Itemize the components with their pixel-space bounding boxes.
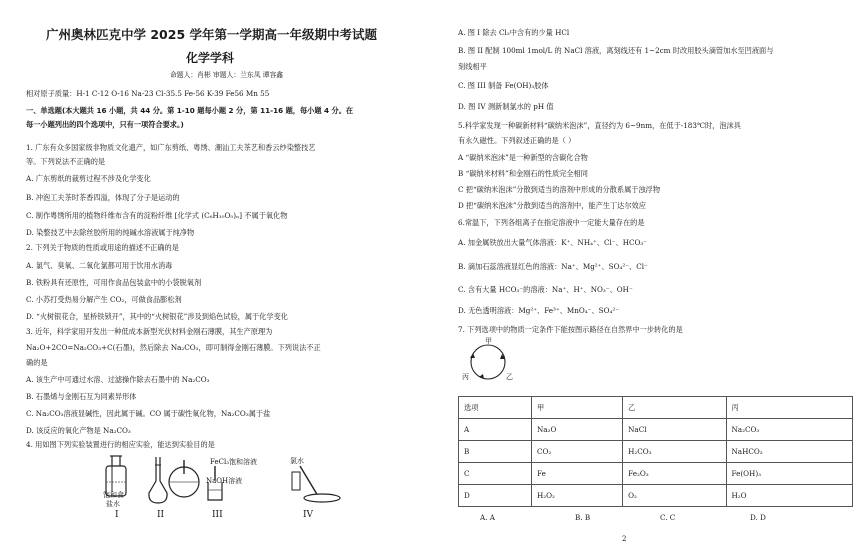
q2-option-b: B. 铁粉具有还原性，可用作食品包装盒中的小袋脱氧剂 xyxy=(26,278,202,287)
q4-option-a: A. 图 I 除去 Cl₂中含有的少量 HCl xyxy=(458,28,570,37)
q2-stem: 2. 下列关于物质的性质或用途的描述不正确的是 xyxy=(26,243,179,252)
q4-stem: 4. 用如图下列实验装置进行的相应实验，能达到实验目的是 xyxy=(26,440,215,449)
figure-label-2: II xyxy=(157,510,165,520)
table-cell: O₂ xyxy=(623,485,726,507)
q6-option-b: B. 滴加石蕊溶液显红色的溶液：Na⁺、Mg²⁺、SO₄²⁻、Cl⁻ xyxy=(458,262,648,271)
label-saturated-salt: 饱和食 xyxy=(103,491,124,499)
q3-option-d: D. 该反应的氧化产物是 Na₂CO₃ xyxy=(26,426,131,435)
table-cell: H₂O xyxy=(726,485,852,507)
q3-stem-cont2: 确的是 xyxy=(26,358,48,367)
q1-stem-cont: 等。下列说法不正确的是 xyxy=(26,157,106,166)
q2-option-d: D. “火树银花合，星桥铁锁开”，其中的“火树银花”涉及到焰色试验，属于化学变化 xyxy=(26,312,288,321)
options-table xyxy=(458,396,853,507)
table-cell: NaCl xyxy=(623,419,726,441)
atomic-masses: 相对原子质量：H-1 C-12 O-16 Na-23 Cl-35.5 Fe-56 K-39 Fe56 Mn 55 xyxy=(26,89,270,98)
table-cell: Fe xyxy=(532,463,623,485)
q4-option-b-cont: 刻线相平 xyxy=(458,62,487,71)
table-cell: H₂CO₃ xyxy=(623,441,726,463)
exam-title: 广州奥林匹克中学 2025 学年第一学期高一年级期中考试题 xyxy=(46,27,377,42)
q7-answer-a: A. A xyxy=(480,513,495,522)
q5-stem: 5.科学家发现一种碳新材料“碳纳米泡沫”，直径约为 6~9nm，在低于-183℃时，泡沫具 xyxy=(458,121,741,130)
table-cell: Fe₂O₃ xyxy=(623,463,726,485)
table-header-cell: 乙 xyxy=(623,397,726,419)
q5-option-c: C 把“碳纳米泡沫”分散到适当的溶剂中形成的分散系属于浊浮物 xyxy=(458,185,661,194)
table-header-cell: 丙 xyxy=(726,397,852,419)
q6-stem: 6.常温下，下列各组离子在指定溶液中一定能大量存在的是 xyxy=(458,218,645,227)
q1-option-a: A. 广东剪纸的裁剪过程不涉及化学变化 xyxy=(26,174,151,183)
q4-option-d: D. 图 IV 测新制氯水的 pH 值 xyxy=(458,102,554,111)
q6-option-d: D. 无色透明溶液：Mg²⁺、Fe³⁺、MnO₄⁻、SO₄²⁻ xyxy=(458,306,620,315)
table-cell: H₂O₂ xyxy=(532,485,623,507)
table-header-cell: 选项 xyxy=(459,397,532,419)
table-row xyxy=(459,441,853,463)
q7-answer-b: B. B xyxy=(575,513,591,522)
figure-label-3: III xyxy=(212,510,223,520)
q6-option-a: A. 加金属铁放出大量气体溶液：K⁺、NH₄⁺、Cl⁻、HCO₃⁻ xyxy=(458,238,648,247)
label-chlorine-water: 氯水 xyxy=(290,457,304,465)
table-row xyxy=(459,419,853,441)
table-cell: Na₂O xyxy=(532,419,623,441)
q5-option-b: B “碳纳米材料”和金刚石的性质完全相同 xyxy=(458,169,588,178)
q4-option-b: B. 图 II 配制 100ml 1mol/L 的 NaCl 溶液，离刻线还有 1~2cm 时改用胶头滴管加水至凹液面与 xyxy=(458,46,774,55)
page-number: 2 xyxy=(622,535,627,543)
q2-option-a: A. 氯气、臭氧、二氧化氯都可用于饮用水消毒 xyxy=(26,261,173,270)
q2-option-c: C. 小苏打受热易分解产生 CO₂，可做食品膨松剂 xyxy=(26,295,182,304)
table-cell: B xyxy=(459,441,532,463)
cycle-node-jia: 甲 xyxy=(485,337,492,345)
q5-stem-cont: 有永久磁性。下列叙述正确的是（ ） xyxy=(458,136,576,145)
cycle-node-yi: 乙 xyxy=(506,373,513,381)
table-cell: C xyxy=(459,463,532,485)
authors-line: 命题人：肖彬 审题人：兰东凤 谭容鑫 xyxy=(170,71,284,79)
q3-option-a: A. 该生产中可通过水溶、过滤操作除去石墨中的 Na₂CO₃ xyxy=(26,375,210,384)
cycle-node-bing: 丙 xyxy=(462,373,469,381)
q5-option-d: D 把“碳纳米泡沫”分散到适当的溶剂中，能产生丁达尔效应 xyxy=(458,201,646,210)
figure-ph-paper xyxy=(288,462,344,504)
table-cell: D xyxy=(459,485,532,507)
q3-stem-cont: Na₂O+2CO=Na₂CO₃+C(石墨)，然后除去 Na₂CO₃，即可制得金刚石薄膜。下列说法不正 xyxy=(26,343,321,352)
right-column xyxy=(440,0,867,548)
q1-option-c: C. 制作粤绣所用的植物纤维布含有的淀粉纤维 [化学式 (C₆H₁₀O₅)ₙ] 不属于氧化物 xyxy=(26,211,288,220)
q5-option-a: A “碳纳米泡沫”是一种新型的含碳化合物 xyxy=(458,153,588,162)
table-header-row xyxy=(459,397,853,419)
table-header-cell: 甲 xyxy=(532,397,623,419)
table-cell: A xyxy=(459,419,532,441)
section-heading-cont: 每一小题列出的四个选项中，只有一项符合要求。) xyxy=(26,120,184,129)
figure-label-4: IV xyxy=(303,510,314,520)
table-cell: NaHCO₃ xyxy=(726,441,852,463)
subject-title: 化学学科 xyxy=(186,51,235,65)
left-column xyxy=(0,0,432,548)
q1-stem: 1. 广东有众多国家级非物质文化遗产，如广东剪纸、粤绣、潮汕工夫茶艺和香云纱染整技艺 xyxy=(26,143,316,152)
q3-option-b: B. 石墨烯与金刚石互为同素异形体 xyxy=(26,392,137,401)
table-row xyxy=(459,463,853,485)
q3-stem: 3. 近年，科学家用开发出一种低成本新型光伏材料金刚石薄膜，其生产原理为 xyxy=(26,327,273,336)
q7-answer-d: D. D xyxy=(750,513,766,522)
q4-option-c: C. 图 III 制备 Fe(OH)₃胶体 xyxy=(458,81,549,90)
label-naoh: NaOH溶液 xyxy=(206,477,243,485)
table-cell: Fe(OH)₃ xyxy=(726,463,852,485)
figure-label-1: I xyxy=(115,510,119,520)
table-row xyxy=(459,485,853,507)
q1-option-d: D. 染整技艺中去除丝胶所用的纯碱水溶液属于纯净物 xyxy=(26,228,195,237)
figure-beaker-dropper xyxy=(165,460,203,500)
q3-option-c: C. Na₂CO₃溶液显碱性，因此属于碱。CO 属于碳性氧化物，Na₂CO₃属于盐 xyxy=(26,409,271,418)
q6-option-c: C. 含有大量 HCO₃⁻的溶液：Na⁺、H⁺、NO₃⁻、OH⁻ xyxy=(458,285,633,294)
q7-answer-c: C. C xyxy=(660,513,676,522)
label-salt-water: 盐水 xyxy=(106,500,120,508)
table-cell: Na₂CO₃ xyxy=(726,419,852,441)
q7-stem: 7. 下列选项中的物质一定条件下能按图示路径在自然界中一步转化的是 xyxy=(458,325,683,334)
q1-option-b: B. 冲泡工夫茶时茶香四溢，体现了分子是运动的 xyxy=(26,193,180,202)
section-heading: 一、单选题(本大题共 16 小题，共 44 分。第 1-10 题每小题 2 分，第 11-16 题，每小题 4 分。在 xyxy=(26,106,354,115)
table-cell: CO₂ xyxy=(532,441,623,463)
label-fecl3: FeCl₃饱和溶液 xyxy=(210,458,258,466)
